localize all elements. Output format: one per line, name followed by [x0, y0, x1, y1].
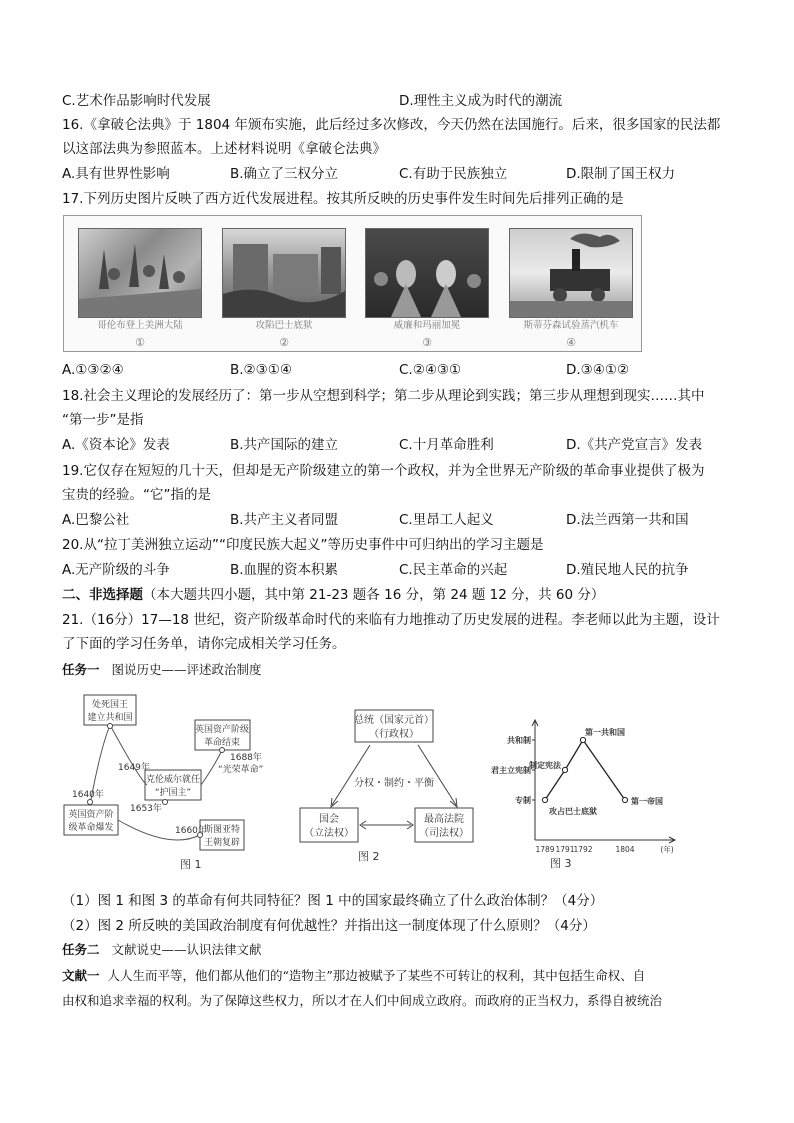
year-1660: 1660年 [175, 826, 207, 836]
fig3-point [542, 797, 547, 802]
q19-option-b: B.共产主义者同盟 [230, 512, 339, 528]
task2-title: 文献说史——认识法律文献 [111, 942, 262, 957]
figure-2-label: 图 2 [358, 850, 380, 863]
year-1640: 1640年 [72, 790, 104, 800]
q20-option-b: B.血腥的资本积累 [230, 562, 339, 578]
fig3-xtick-label: (年) [660, 845, 674, 854]
photo-caption-2: 攻陷巴士底狱 [255, 320, 313, 331]
fig3-ytick-label: 共和制 [507, 736, 531, 745]
box-outbreak-line1: 英国资产阶 [68, 810, 114, 820]
fig3-point [580, 737, 585, 742]
figure-1 [64, 695, 263, 871]
fig3-point-label: 制定宪法 [529, 761, 561, 770]
q17-option-a: A.①③②④ [62, 362, 124, 378]
q21-stem-line2: 了下面的学习任务单，请你完成相关学习任务。 [62, 636, 346, 652]
box-protector-line1: 克伦威尔就任 [145, 775, 201, 785]
history-photo-strip [63, 215, 642, 352]
court-line2: （司法权） [419, 828, 469, 839]
q16-stem-line2: 以这部法典为参照蓝本。上述材料说明《拿破仑法典》 [62, 141, 386, 157]
fig3-xtick-label: 1804 [615, 845, 635, 854]
arrow-pres-court [418, 745, 456, 805]
year-1688: 1688年 [230, 753, 262, 763]
glorious-revolution: “光荣革命” [218, 765, 264, 775]
photo-locomotive [509, 228, 633, 318]
q21-subquestion-2: （2）图 2 所反映的美国政治制度有何优越性？并指出这一制度体现了什么原则？（4分） [62, 918, 596, 934]
box-republic-line1: 处死国王 [91, 700, 129, 710]
box-protector-line2: “护国主” [154, 788, 192, 798]
q17-stem: 17.下列历史图片反映了西方近代发展进程。按其所反映的历史事件发生时间先后排列正确的是 [62, 191, 624, 207]
task2-heading [62, 940, 261, 960]
box-end-line2: 革命结束 [203, 738, 241, 748]
q17-option-b: B.②③①④ [230, 362, 292, 378]
doc1-label: 文献一 [62, 968, 100, 983]
q17-option-d: D.③④①② [566, 362, 630, 378]
photo-caption-1: 哥伦布登上美洲大陆 [97, 320, 183, 331]
fig3-point-label: 攻占巴士底狱 [549, 807, 597, 816]
q18-option-d: D.《共产党宣言》发表 [566, 437, 703, 453]
q16-option-c: C.有助于民族独立 [399, 166, 508, 182]
q19-stem-line2: 宝贵的经验。“它”指的是 [62, 487, 211, 503]
photo-number-2: ② [279, 336, 289, 349]
task2-label: 任务二 [62, 942, 100, 957]
photo-columbus-art [79, 229, 201, 317]
q18-option-b: B.共产国际的建立 [230, 437, 339, 453]
figure-3-chart [491, 720, 675, 854]
year-1653: 1653年 [130, 804, 162, 814]
section2-note: （本大题共四小题，其中第 21-23 题各 16 分，第 24 题 12 分，共 60 分） [143, 587, 605, 603]
photo-number-3: ③ [422, 336, 432, 349]
figure-3-label: 图 3 [550, 857, 572, 870]
q19-option-c: C.里昂工人起义 [399, 512, 494, 528]
q18-stem-line1: 18.社会主义理论的发展经历了：第一步从空想到科学；第二步从理论到实践；第三步从理想到现实……其中 [62, 388, 705, 404]
box-outbreak-line2: 级革命爆发 [68, 823, 114, 833]
q18-option-a: A.《资本论》发表 [62, 437, 170, 453]
doc1-line1 [62, 966, 645, 986]
section2-title: 二、非选择题 [62, 587, 143, 603]
fig3-point [622, 797, 627, 802]
fig3-xtick-label: 1792 [573, 845, 593, 854]
q15-option-c: C.艺术作品影响时代发展 [62, 93, 211, 109]
task1-label: 任务一 [62, 662, 100, 677]
fig3-series-line [545, 740, 625, 800]
photo-locomotive-art [510, 229, 632, 317]
q20-option-d: D.殖民地人民的抗争 [566, 562, 689, 578]
congress-line1: 国会 [319, 814, 339, 825]
figures-panel [0, 690, 794, 880]
president-line2: （行政权） [369, 729, 419, 740]
q16-stem-line1: 16.《拿破仑法典》于 1804 年颁布实施，此后经过多次修改，今天仍然在法国施行。后来，很多国家的民法都 [62, 117, 721, 133]
q20-option-a: A.无产阶级的斗争 [62, 562, 170, 578]
photo-coronation [365, 228, 489, 318]
q18-option-c: C.十月革命胜利 [399, 437, 494, 453]
fig3-ytick-label: 君主立宪制 [491, 766, 531, 775]
q20-option-c: C.民主革命的兴起 [399, 562, 508, 578]
q19-option-d: D.法兰西第一共和国 [566, 512, 689, 528]
arrow-pres-congress [332, 745, 370, 805]
fig3-xtick-label: 1791 [555, 845, 575, 854]
president-line1: 总统（国家元首） [354, 715, 434, 726]
checks-balances: 分权・制约・平衡 [354, 778, 434, 789]
photo-coronation-art [366, 229, 488, 317]
q18-stem-line2: “第一步”是指 [62, 412, 144, 428]
q15-option-d: D.理性主义成为时代的潮流 [399, 93, 563, 109]
congress-line2: （立法权） [304, 828, 354, 839]
task1-title: 图说历史——评述政治制度 [111, 662, 262, 677]
box-end-line1: 英国资产阶级 [194, 725, 250, 735]
q16-option-b: B.确立了三权分立 [230, 166, 339, 182]
q16-option-d: D.限制了国王权力 [566, 166, 676, 182]
photo-bastille [222, 228, 346, 318]
figure-2 [300, 710, 473, 863]
fig3-ytick-label: 专制 [515, 796, 531, 805]
box-republic-line2: 建立共和国 [87, 713, 133, 723]
figure-1-label: 图 1 [180, 858, 202, 871]
court-line1: 最高法院 [424, 814, 464, 825]
doc1-line2: 由权和追求幸福的权利。为了保障这些权力，所以才在人们中间成立政府。而政府的正当权力，系得自被统治 [62, 993, 663, 1008]
fig3-point-label: 第一帝国 [631, 797, 663, 806]
box-restore-line2: 王朝复辟 [203, 838, 241, 848]
photo-columbus [78, 228, 202, 318]
q19-stem-line1: 19.它仅存在短短的几十天，但却是无产阶级建立的第一个政权，并为全世界无产阶级的革命事业提供了极为 [62, 463, 705, 479]
fig3-point-label: 第一共和国 [585, 728, 625, 737]
task1-heading [62, 660, 261, 680]
q19-option-a: A.巴黎公社 [62, 512, 130, 528]
q17-option-c: C.②④③① [399, 362, 462, 378]
photo-caption-3: 威廉和玛丽加冕 [393, 320, 461, 331]
photo-number-1: ① [135, 336, 145, 349]
year-1649: 1649年 [118, 763, 150, 773]
photo-bastille-art [223, 229, 345, 317]
fig3-xtick-label: 1789 [535, 845, 555, 854]
photo-number-4: ④ [566, 336, 576, 349]
q21-subquestion-1: （1）图 1 和图 3 的革命有何共同特征？图 1 中的国家最终确立了什么政治体制？（4分） [62, 893, 604, 909]
fig3-point [562, 767, 567, 772]
q20-stem: 20.从“拉丁美洲独立运动”“印度民族大起义”等历史事件中可归纳出的学习主题是 [62, 537, 544, 553]
q16-option-a: A.具有世界性影响 [62, 166, 170, 182]
q21-stem-line1: 21.（16分）17—18 世纪，资产阶级革命时代的来临有力地推动了历史发展的进程。李老师以此为主题，设计 [62, 612, 720, 628]
section2-heading [62, 585, 604, 605]
doc1-text1: 人人生而平等，他们都从他们的“造物主”那边被赋予了某些不可转让的权利，其中包括生命权、自 [107, 968, 646, 983]
photo-caption-4: 斯蒂芬森试验蒸汽机车 [523, 320, 619, 331]
curve-1649-1653 [110, 725, 147, 785]
box-restore-line1: 斯图亚特 [203, 825, 241, 835]
